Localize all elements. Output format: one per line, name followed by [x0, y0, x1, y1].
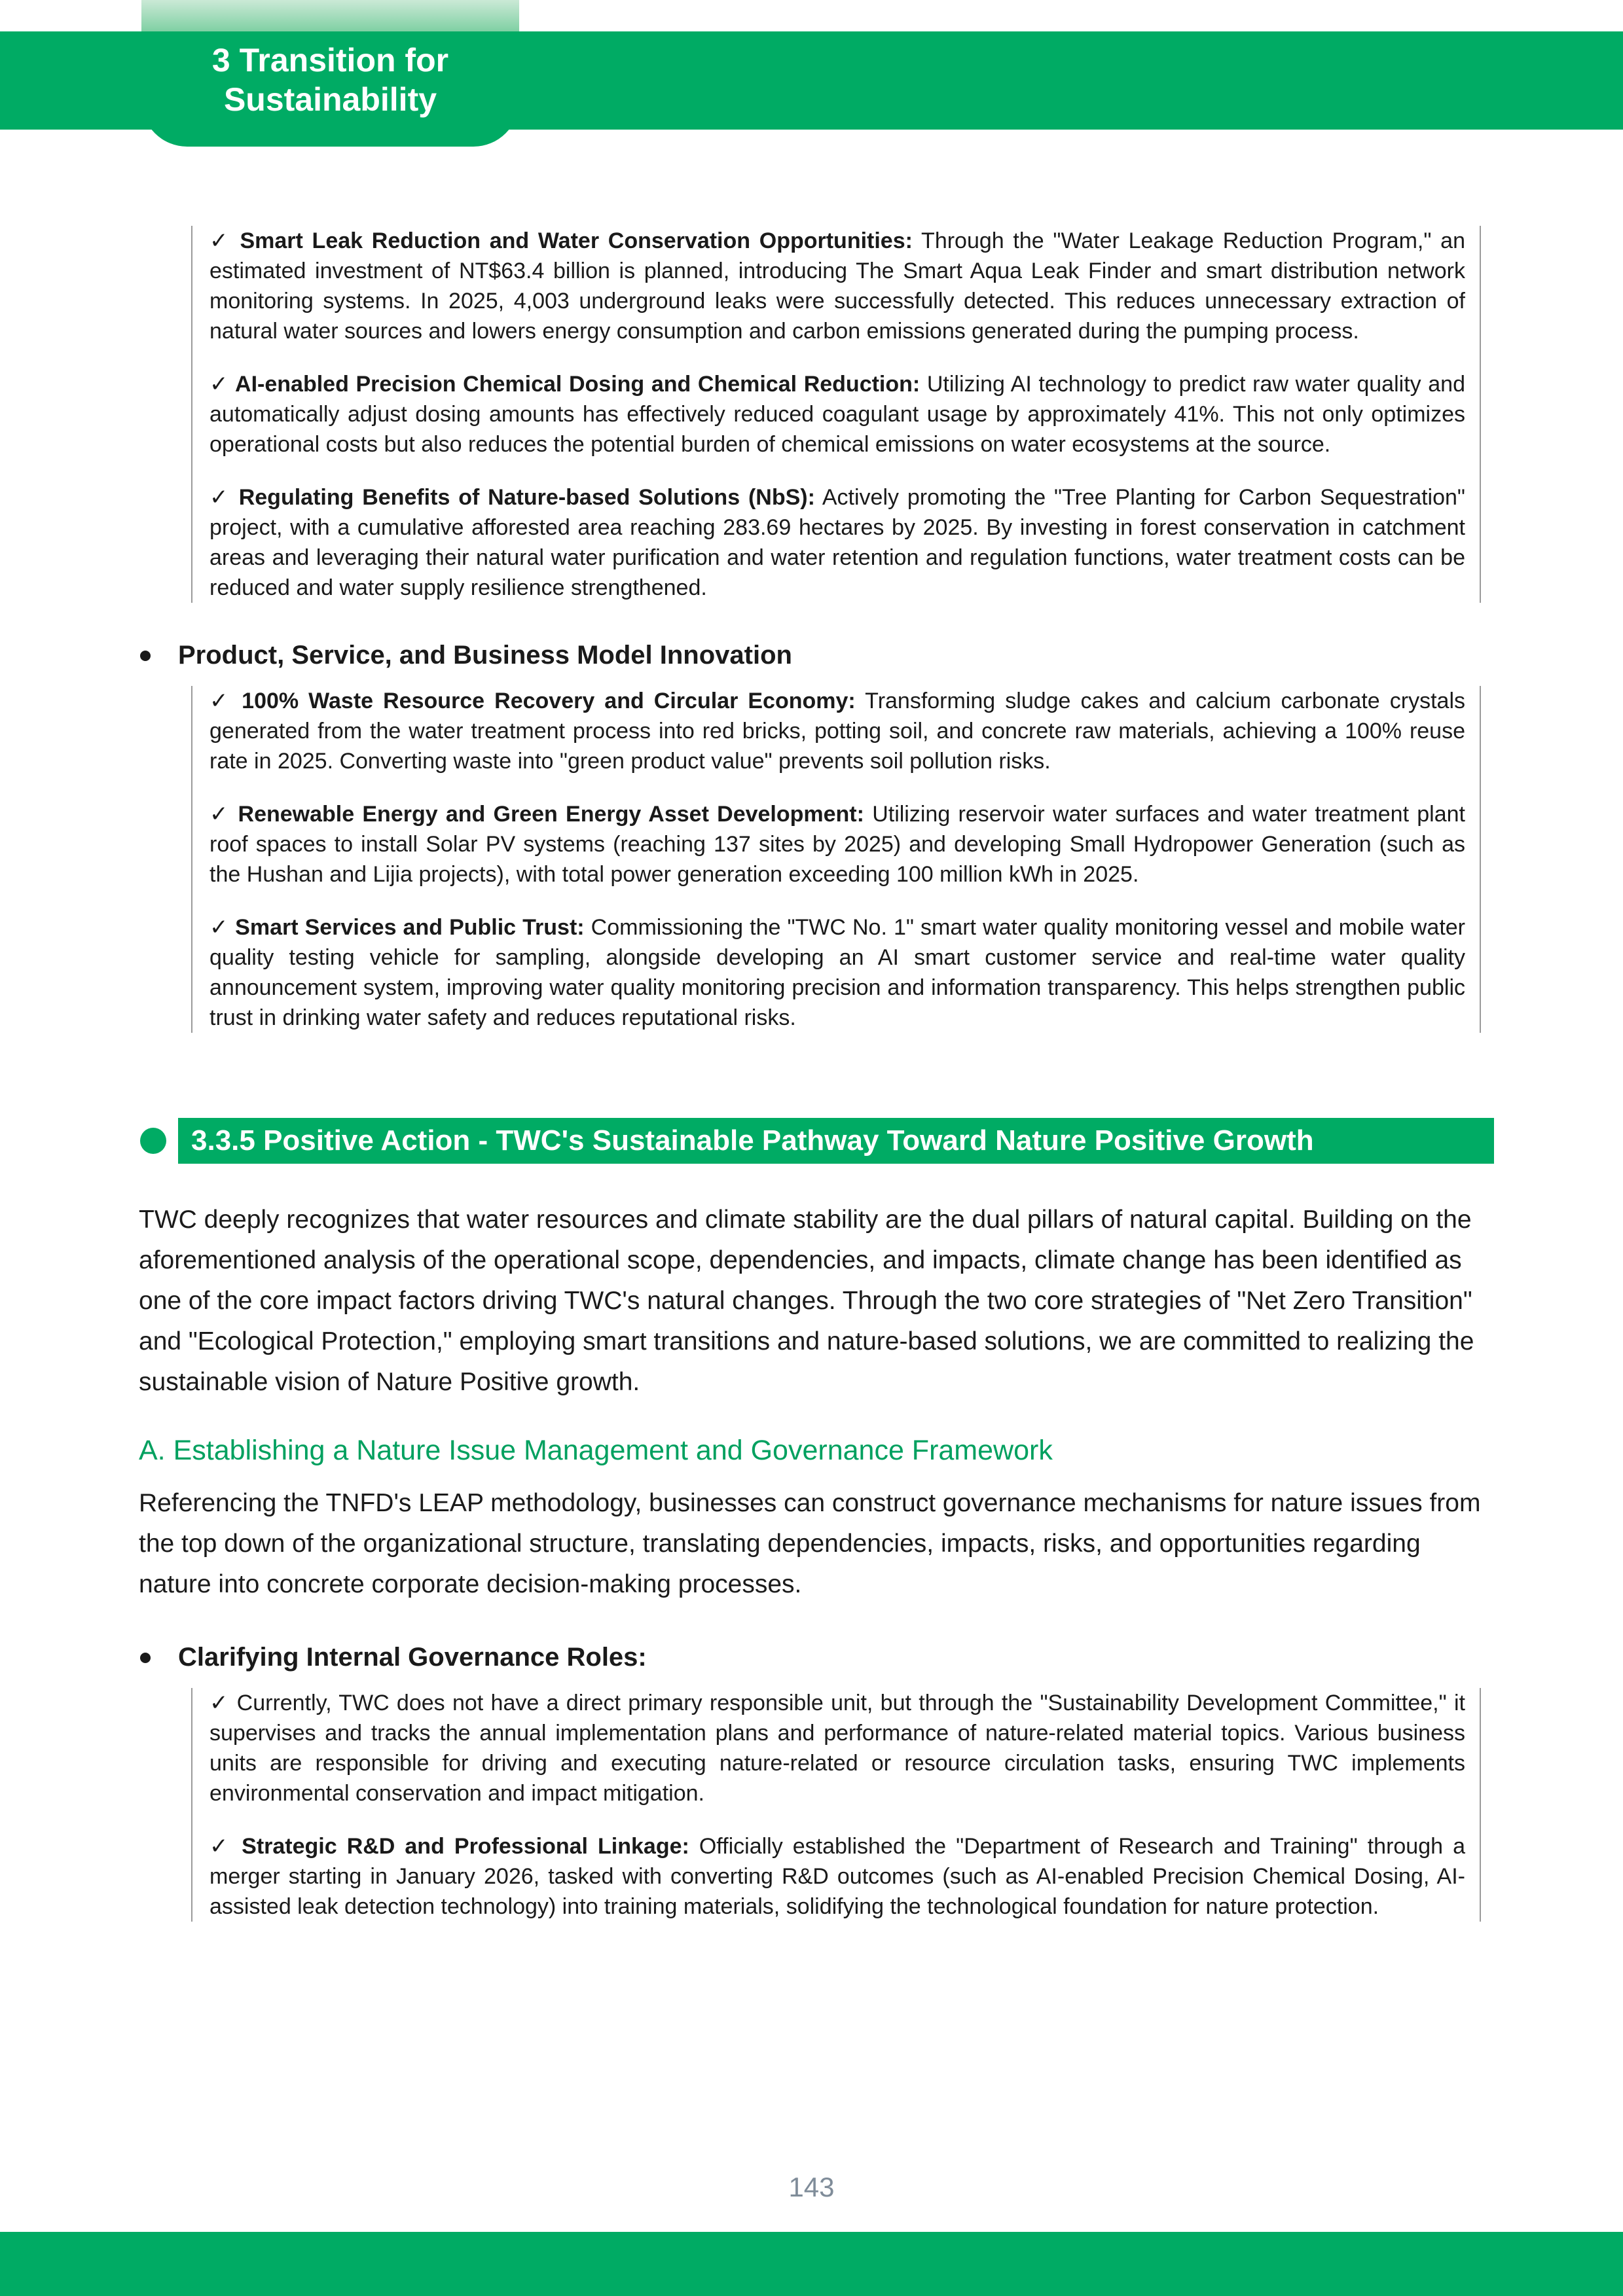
governance-paragraph: Referencing the TNFD's LEAP methodology, businesses can construct governance mechanisms for nature issues from the top down of the organizational structure, translating dependencies, impacts, risks, and opportunities regarding nature into concrete corporate decision-making processes.: [139, 1489, 1481, 1598]
check-item-title: ✓ Regulating Benefits of Nature-based Solutions (NbS):: [210, 485, 815, 510]
check-item-title: ✓ Renewable Energy and Green Energy Asset Development:: [210, 802, 864, 827]
check-item: [210, 482, 1465, 603]
bullet-heading-governance: Clarifying Internal Governance Roles:: [139, 1641, 1481, 1674]
section-title: 3.3.5 Positive Action - TWC's Sustainable Pathway Toward Nature Positive Growth: [178, 1118, 1494, 1164]
check-item: [210, 912, 1465, 1033]
check-block-innovation: [191, 686, 1481, 1033]
footer-bar: [0, 2232, 1623, 2296]
check-item-title: ✓ Smart Services and Public Trust:: [210, 915, 585, 940]
bullet-heading-innovation: Product, Service, and Business Model Innovation: [139, 639, 1481, 672]
check-item-text: Actively promoting the "Tree Planting for Carbon Sequestration" project, with a cumulative afforested area reaching 283.69 hectares by 2025. By investing in forest conservation in catchment areas and leveraging their natural water purification and water retention and regulation functions, water treatment costs can be reduced and water supply resilience strengthened.: [210, 485, 1465, 600]
check-item: [210, 369, 1465, 459]
check-item-text: Utilizing AI technology to predict raw water quality and automatically adjust dosing amounts has effectively reduced coagulant usage by approximately 41%. This not only optimizes operational costs but also reduces the potential burden of chemical emissions on water ecosystems at the source.: [210, 372, 1466, 457]
check-item-title: ✓ AI-enabled Precision Chemical Dosing and Chemical Reduction:: [210, 372, 921, 397]
check-block-operations: [191, 226, 1481, 603]
check-item-title: ✓ 100% Waste Resource Recovery and Circular Economy:: [210, 689, 856, 713]
section-dot-icon: [140, 1128, 166, 1154]
check-item-text: Commissioning the "TWC No. 1" smart water quality monitoring vessel and mobile water quality testing vehicle for sampling, alongside developing an AI smart customer service and real-time water quality announcement system, improving water quality monitoring precision and information transparency. This helps strengthen public trust in drinking water safety and reduces reputational risks.: [210, 915, 1465, 1030]
check-item-title: ✓ Smart Leak Reduction and Water Conservation Opportunities:: [210, 228, 913, 253]
check-block-governance: [191, 1688, 1481, 1922]
chapter-title-line1: 3 Transition for: [211, 42, 449, 79]
chapter-tab: [141, 0, 519, 147]
check-item: [210, 226, 1465, 346]
check-item-text: Utilizing reservoir water surfaces and water treatment plant roof spaces to install Solar PV systems (reaching 137 sites by 2025) and developing Small Hydropower Generation (such as the Hushan and Lijia projects), with total power generation exceeding 100 million kWh in 2025.: [210, 802, 1465, 887]
sub-heading: A. Establishing a Nature Issue Management and Governance Framework: [139, 1435, 1053, 1466]
check-item: [210, 1688, 1465, 1808]
check-item-text: Officially established the "Department of Research and Training" through a merger starting in January 2026, tasked with converting R&D outcomes (such as AI-enabled Precision Chemical Dosing, AI-assisted leak detection technology) into training materials, solidifying the technological foundation for nature protection.: [210, 1834, 1465, 1919]
check-item-text: Transforming sludge cakes and calcium carbonate crystals generated from the water treatment process into red bricks, potting soil, and concrete raw materials, achieving a 100% reuse rate in 2025. Converting waste into "green product value" prevents soil pollution risks.: [210, 689, 1466, 774]
intro-paragraph: TWC deeply recognizes that water resources and climate stability are the dual pillars of natural capital. Building on the aforementioned analysis of the operational scope, dependencies, and impacts, climate change has been identified as one of the core impact factors driving TWC's natural changes. Through the two core strategies of "Net Zero Transition" and "Ecological Protection," employing smart transitions and nature-based solutions, we are committed to realizing the sustainable vision of Nature Positive growth.: [139, 1206, 1474, 1396]
check-item: [210, 1831, 1465, 1922]
check-item: [210, 799, 1465, 889]
page-content: [139, 226, 1481, 1922]
check-item-title: ✓ Strategic R&D and Professional Linkage:: [210, 1834, 689, 1859]
chapter-title-line2: Sustainability: [223, 81, 437, 118]
chapter-tab-gradient: [141, 0, 519, 31]
check-item: [210, 686, 1465, 776]
page-number: 143: [788, 2172, 835, 2202]
check-item-text: ✓ Currently, TWC does not have a direct primary responsible unit, but through the "Sustainability Development Committee," it supervises and tracks the annual implementation plans and performance of nature-related material topics. Various business units are responsible for driving and executing nature-related or resource circulation tasks, ensuring TWC implements environmental conservation and impact mitigation.: [210, 1691, 1465, 1806]
check-item-text: Through the "Water Leakage Reduction Program," an estimated investment of NT$63.4 billion is planned, introducing The Smart Aqua Leak Finder and smart distribution network monitoring systems. In 2025, 4,003 underground leaks were successfully detected. This reduces unnecessary extraction of natural water sources and lowers energy consumption and carbon emissions generated during the pumping process.: [210, 228, 1465, 344]
chapter-title: [141, 41, 519, 119]
section-heading: [139, 1118, 1481, 1164]
